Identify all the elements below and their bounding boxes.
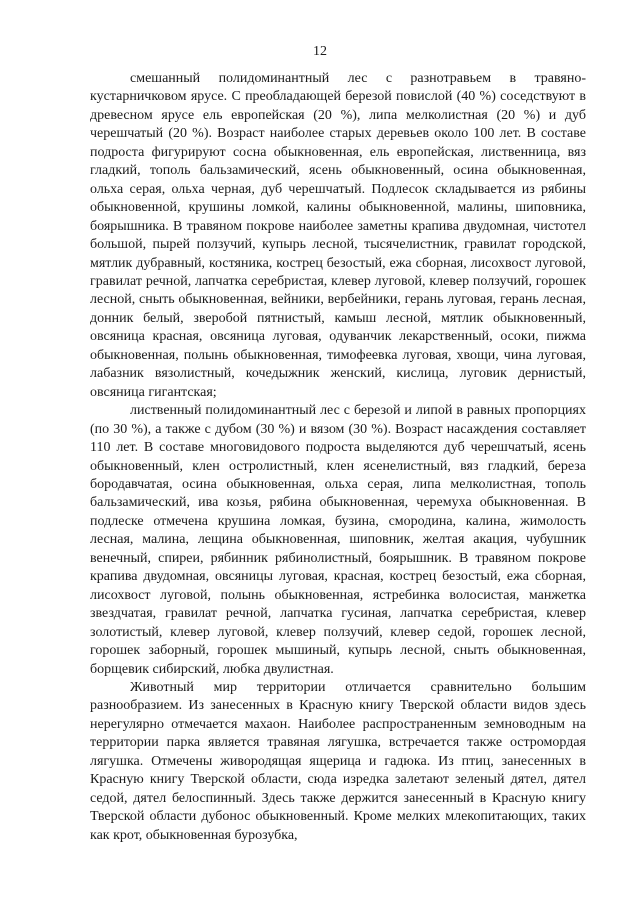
paragraph-deciduous-forest: лиственный полидоминантный лес с березой и липой в равных пропорциях (по 30 %), а также с дубом (30 %) и вязом (30 %). Возраст насаждения составляет 110 лет. В составе многовидового подроста выделяются дуб черешчатый, ясень обыкновенный, клен остролистный, клен ясенелистный, вяз гладкий, береза бородавчатая, осина обыкновенная, ольха серая, липа мелколистная, тополь бальзамический, ива козья, рябина обыкновенная, черемуха обыкновенная. В подлеске отмечена крушина ломкая, бузина, смородина, калина, жимолость лесная, малина, лещина обыкновенная, шиповник, желтая акация, чубушник венечный, спиреи, рябинник рябинолистный, боярышник. В травяном покрове крапива двудомная, овсяницы луговая, красная, кострец безостый, ежа сборная, лисохвост луговой, полынь обыкновенная, ястребинка волосистая, манжетка звездчатая, гравилат речной, лапчатка гусиная, лапчатка серебристая, клевер золотистый, клевер луговой, клевер ползучий, клевер седой, горошек лесной, горошек заборный, горошек мышиный, купырь лесной, сныть обыкновенная, борщевик сибирский, любка двулистная. — [90, 403, 586, 677]
paragraph-fauna: Животный мир территории отличается сравнительно большим разнообразием. Из занесенных в Красную книгу Тверской области видов здесь нерегулярно отмечается махаон. Наиболее распространенным земноводным на территории парка является травяная лягушка, встречается также остромордая лягушка. Отмечены живородящая ящерица и гадюка. Из птиц, занесенных в Красную книгу Тверской области, сюда изредка залетают зеленый дятел, дятел седой, дятел белоспинный. Здесь также держится занесенный в Красную книгу Тверской области дубонос обыкновенный. Кроме мелких млекопитающих, таких как крот, обыкновенная бурозубка, — [90, 679, 586, 843]
document-body — [90, 70, 586, 845]
paragraph-mixed-forest: смешанный полидоминантный лес с разнотравьем в травяно-кустарничковом ярусе. С преобладающей березой повислой (40 %) соседствуют в древесном ярусе ель европейская (20 %), липа мелколистная (20 %) и дуб черешчатый (20 %). Возраст наиболее старых деревьев около 100 лет. В составе подроста фигурируют сосна обыкновенная, ель европейская, лиственница, вяз гладкий, тополь бальзамический, ясень обыкновенный, осина обыкновенная, ольха серая, ольха черная, дуб черешчатый. Подлесок складывается из рябины обыкновенной, крушины ломкой, калины обыкновенной, малины, шиповника, боярышника. В травяном покрове наиболее заметны крапива двудомная, чистотел большой, пырей ползучий, купырь лесной, тысячелистник, гравилат городской, мятлик дубравный, костяника, кострец безостый, ежа сборная, лисохвост луговой, гравилат речной, лапчатка серебристая, клевер луговой, клевер ползучий, горошек лесной, сныть обыкновенная, вейники, вербейники, герань луговая, герань лесная, донник белый, зверобой пятнистый, камыш лесной, мятлик обыкновенный, овсяница красная, овсяница луговая, одуванчик лекарственный, осоки, пижма обыкновенная, полынь обыкновенная, тимофеевка луговая, хвощи, чина луговая, лабазник вязолистный, кочедыжник женский, кислица, луговик дернистый, овсяница гигантская; — [90, 71, 586, 400]
page-number: 12 — [313, 44, 327, 59]
